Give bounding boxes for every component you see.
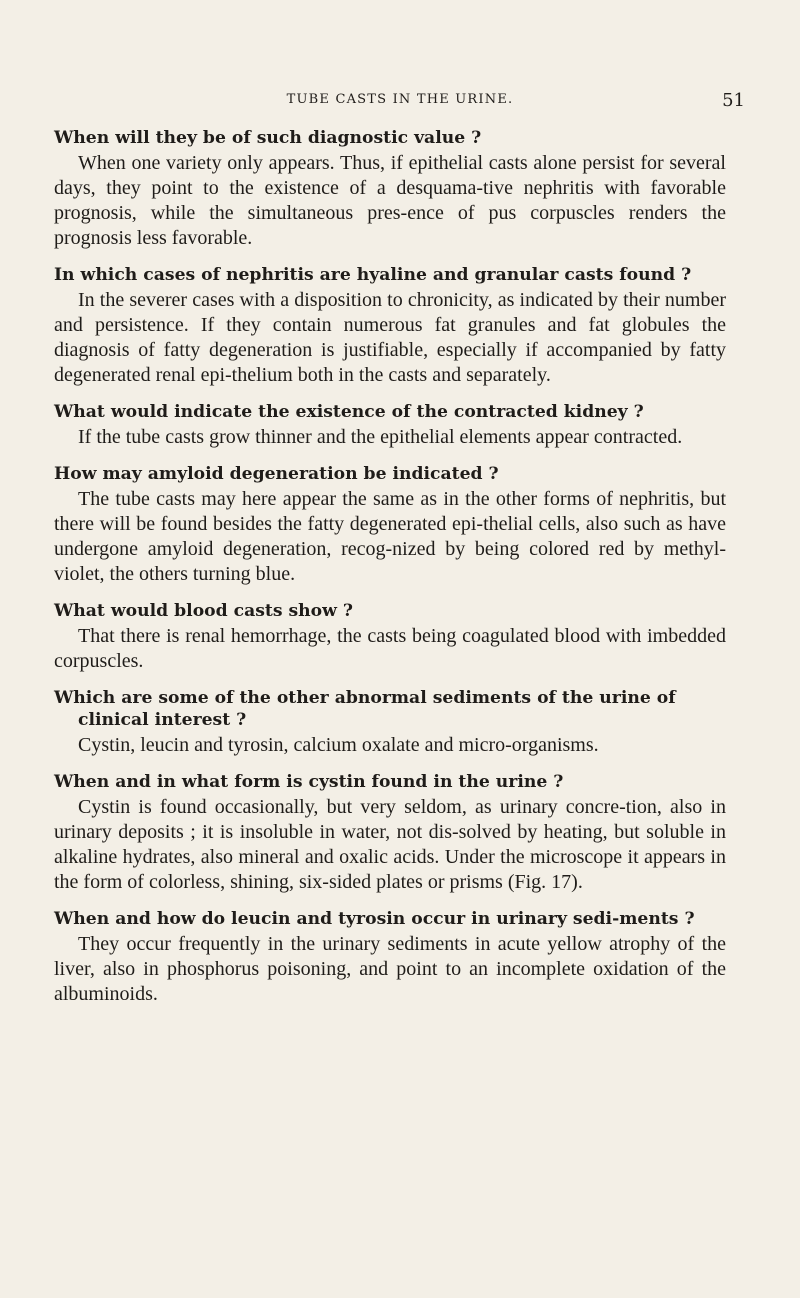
question-heading: When will they be of such diagnostic value ?	[54, 128, 482, 148]
page-number: 51	[722, 90, 745, 111]
qa-block	[54, 600, 726, 674]
running-head	[0, 92, 800, 116]
answer-paragraph: If the tube casts grow thinner and the epithelial elements appear contracted.	[78, 426, 683, 448]
page-body	[54, 127, 726, 1020]
qa-block	[54, 264, 726, 388]
answer-paragraph: The tube casts may here appear the same as in the other forms of nephritis, but there will be found besides the fatty degenerated epi-thelial cells, also such as have undergone amyloid degeneration, recog-nized by being colored red by methyl-violet, the others turning blue.	[54, 488, 726, 585]
question-heading: When and in what form is cystin found in the urine ?	[54, 772, 564, 792]
answer-paragraph: Cystin, leucin and tyrosin, calcium oxalate and micro-organisms.	[78, 734, 599, 756]
qa-block	[54, 463, 726, 587]
qa-block	[54, 127, 726, 251]
question-heading: What would blood casts show ?	[54, 601, 353, 621]
answer-paragraph: Cystin is found occasionally, but very seldom, as urinary concre-tion, also in urinary deposits ; it is insoluble in water, not dis-solved by heating, but soluble in alkaline hydrates, also mineral and oxalic acids. Under the microscope it appears in the form of colorless, shining, six-sided plates or prisms (Fig. 17).	[54, 796, 726, 893]
running-title: TUBE CASTS IN THE URINE.	[286, 92, 514, 107]
question-heading: Which are some of the other abnormal sediments of the urine of clinical interest ?	[54, 688, 676, 730]
answer-paragraph: In the severer cases with a disposition to chronicity, as indicated by their number and persistence. If they contain numerous fat granules and fat globules the diagnosis of fatty degeneration is justifiable, especially if accompanied by fatty degenerated renal epi-thelium both in the casts and separately.	[54, 289, 726, 386]
question-heading: What would indicate the existence of the contracted kidney ?	[54, 402, 644, 422]
question-heading: In which cases of nephritis are hyaline and granular casts found ?	[54, 265, 692, 285]
qa-block	[54, 908, 726, 1007]
qa-block	[54, 771, 726, 895]
question-heading: How may amyloid degeneration be indicated ?	[54, 464, 499, 484]
question-heading: When and how do leucin and tyrosin occur in urinary sedi-ments ?	[54, 909, 695, 929]
qa-block	[54, 401, 726, 450]
answer-paragraph: They occur frequently in the urinary sediments in acute yellow atrophy of the liver, also in phosphorus poisoning, and point to an incomplete oxidation of the albuminoids.	[54, 933, 726, 1005]
answer-paragraph: When one variety only appears. Thus, if epithelial casts alone persist for several days, they point to the existence of a desquama-tive nephritis with favorable prognosis, while the simultaneous pres-ence of pus corpuscles renders the prognosis less favorable.	[54, 152, 726, 249]
answer-paragraph: That there is renal hemorrhage, the casts being coagulated blood with imbedded corpuscles.	[54, 625, 726, 672]
qa-block	[54, 687, 726, 758]
